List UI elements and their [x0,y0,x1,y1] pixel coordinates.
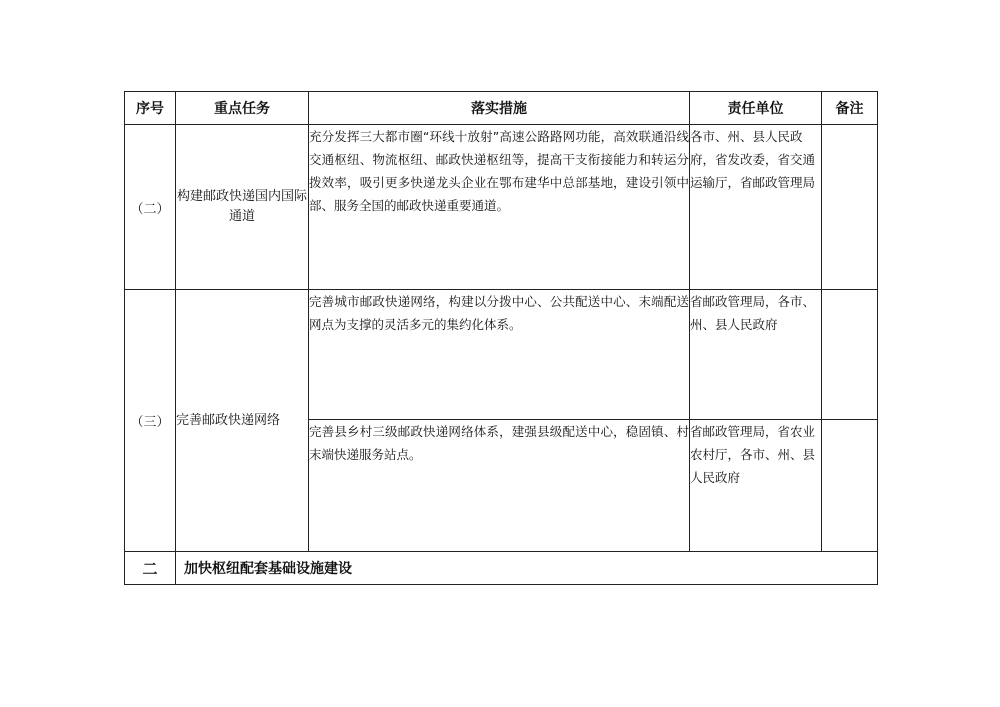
table-row [125,290,878,420]
task-table [124,91,878,585]
row-task: 完善邮政快递网络 [176,290,309,552]
section-title: 加快枢纽配套基础设施建设 [176,552,878,585]
row-seq: （二） [125,125,176,290]
header-row [125,92,878,125]
row-seq: （三） [125,290,176,552]
row-unit: 省邮政管理局，省农业农村厅，各市、州、县人民政府 [690,420,822,552]
row-measure: 充分发挥三大都市圈“环线十放射”高速公路路网功能，高效联通沿线交通枢纽、物流枢纽、邮政快递枢纽等，提高干支衔接能力和转运分拨效率，吸引更多快递龙头企业在鄂布建华中总部基地，建设引领中部、服务全国的邮政快递重要通道。 [309,125,690,290]
row-unit: 各市、州、县人民政府，省发改委，省交通运输厅，省邮政管理局 [690,125,822,290]
header-note: 备注 [822,92,878,125]
table-row [125,125,878,290]
row-task: 构建邮政快递国内国际通道 [176,125,309,290]
row-note [822,290,878,420]
header-task: 重点任务 [176,92,309,125]
header-seq: 序号 [125,92,176,125]
row-note [822,125,878,290]
row-unit: 省邮政管理局，各市、州、县人民政府 [690,290,822,420]
section-seq: 二 [125,552,176,585]
header-measures: 落实措施 [309,92,690,125]
header-unit: 责任单位 [690,92,822,125]
row-measure: 完善县乡村三级邮政快递网络体系，建强县级配送中心，稳固镇、村末端快递服务站点。 [309,420,690,552]
section-row [125,552,878,585]
row-measure: 完善城市邮政快递网络，构建以分拨中心、公共配送中心、末端配送网点为支撑的灵活多元的集约化体系。 [309,290,690,420]
row-note [822,420,878,552]
